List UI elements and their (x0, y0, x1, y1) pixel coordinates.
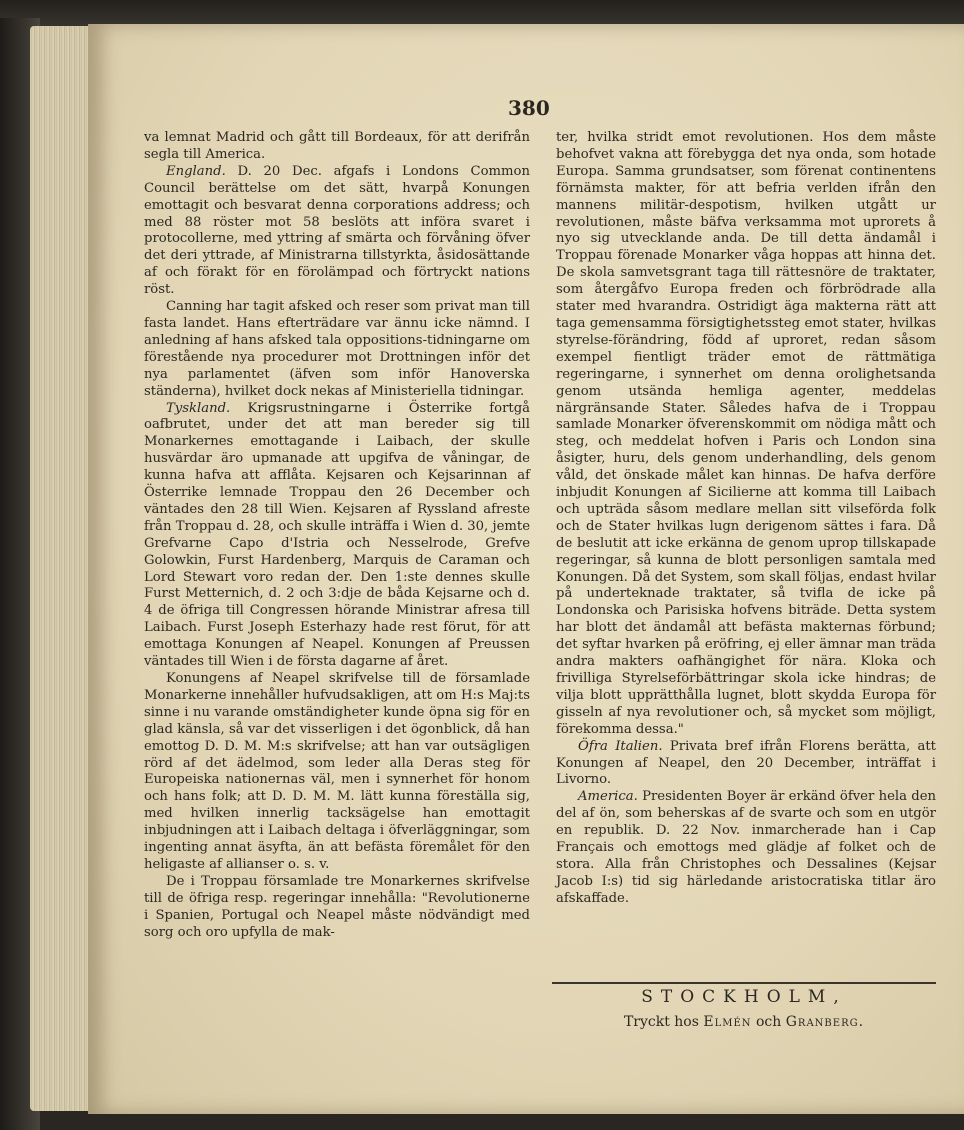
right-column-paragraph (556, 789, 936, 907)
section-heading: Tyskland. (166, 400, 231, 416)
paragraph-text: Canning har tagit afsked och reser som privat man till fasta landet. Hans efterträdare var ännu icke nämnd. I anledning af hans afsked tala oppositions-tidningarne om förestående nya procedurer mot Drottningen inför det nya parlamentet (äfven som inför Hanoverska ständerna), hvilket dock nekas af Ministeriella tidningar. (144, 299, 530, 399)
left-column-paragraph (144, 401, 530, 672)
paragraph-text: Krigsrustningarne i Österrike fortgå oafbrutet, under det att man bereder sig till Monarkernes emottagande i Laibach, der skulle husvärdar äro upmanade att upgifva de våningar, de kunna hafva att afflåta. Kejsaren och Kejsarinnan af Österrike lemnade Troppau den 26 December och väntades den 28 till Wien. Kejsaren af Ryssland afreste från Troppau d. 28, och skulle inträffa i Wien d. 30, jemte Grefvarne Capo d'Istria och Nesselrode, Grefve Golowkin, Furst Hardenberg, Marquis de Caraman och Lord Stewart voro redan der. Den 1:ste dennes skulle Furst Metternich, d. 2 och 3:dje de båda Kejsarne och d. 4 de öfriga till Congressen hörande Ministrar afresa till Laibach. Furst Joseph Esterhazy hade rest förut, för att emottaga Konungen af Neapel. Konungen af Preussen väntades till Wien i de första dagarne af året. (144, 400, 530, 670)
imprint-line (552, 1014, 936, 1030)
left-column (144, 130, 530, 942)
imprint-prefix: Tryckt hos (623, 1014, 699, 1030)
imprint-city: STOCKHOLM, (641, 987, 847, 1007)
imprint-printer-2: Granberg. (785, 1014, 865, 1030)
paragraph-text: D. 20 Dec. afgafs i Londons Common Council berättelse om det sätt, hvarpå Konungen emottagit och besvarat denna corporations address; och med 88 röster mot 58 beslöts att införa svaret i protocollerne, med yttring af smärta och förvåning öfver det deri yttrade, af Ministrarna tillstyrkta, åsidosättande af och förakt för en förolämpad och förtryckt nations röst. (144, 163, 530, 298)
left-column-paragraph (144, 130, 530, 164)
section-heading: England. (166, 163, 226, 179)
left-column-paragraph (144, 671, 530, 874)
paragraph-text: ter, hvilka stridt emot revolutionen. Hos dem måste behofvet vakna att förebygga det nya onda, som hotade Europa. Samma grundsatser, som förenat continentens förnämsta makter, för att befria verlden ifrån den mannens militär-despotism, hvilken utgått ur revolutionen, måste bäfva verksamma mot uprorets å nyo sig utvecklande anda. De till detta ändamål i Troppau förenade Monarker våga hoppas att hinna det. De skola samvetsgrant taga till rättesnöre de traktater, som återgåfvo Europa freden och förbrödrade alla stater med hvarandra. Ostridigt äga makterna rätt att taga gemensamma försigtighetssteg emot stater, hvilkas styrelse-förändring, född af uproret, redan såsom exempel fientligt träder emot de rättmätiga regeringarne, i synnerhet om denna orolighetsanda genom utsända hemliga agenter, meddelas närgränsande Stater. Således hafva de i Troppau samlade Monarker öfverenskommit om nödiga mått och steg, och meddelat hofven i Paris och London sina åsigter, huru, dels genom underhandling, dels genom våld, det önskade målet kan hinnas. De hafva derföre inbjudit Konungen af Sicilierne att komma till Laibach och upträda såsom medlare mellan sitt vilseförda folk och de Stater hvilkas lugn derigenom sättes i fara. Då de beslutit att icke erkänna de genom uprор tillskapade regeringar, så kunna de blott personligen samtala med Konungen. Då det System, som skall följas, endast hvilar på underteknade traktater, så tvifla de icke på Londonska och Parisiska hofvens biträde. Detta system har blott det ändamål att befästa makternas förbund; det syftar hvarken på eröfring, ej eller ämnar man träda andra makters oafhängighet för nära. Kloka och frivilliga Styrelseförbättringar skola icke hindras; de vilja blott upprätthålla lugnet, blott skydda Europa för gisseln af nya revolutioner och, så mycket som möjligt, förekomma dessa." (556, 130, 936, 737)
paragraph-text: Presidenten Boyer är erkänd öfver hela den del af ön, som beherskas af de svarte och som en utgör en republik. D. 22 Nov. inmarcherade han i Cap Français och emottogs med glädje af folket och de stora. Alla från Christophes och Dessalines (Kejsar Jacob I:s) tid sig härledande aristocratiska titlar äro afskaffade. (556, 789, 936, 906)
imprint-conjunction: och (755, 1014, 782, 1030)
section-heading: Öfra Italien. (578, 738, 663, 754)
paragraph-text: Konungens af Neapel skrifvelse till de församlade Monarkerne innehåller hufvudsakligen, att om H:s Maj:ts sinne i nu varande omständigheter kunde öpna sig för en glad känsla, så var det visserligen i det ögonblick, då han emottog D. D. M. M:s skrifvelse; att han var outsägligen rörd af det ädelmod, som leder alla Deras steg för Europeiska nationernas väl, men i synnerhet för honom och hans folk; att D. D. M. M. lätt kunna föreställa sig, med hvilken innerlig tacksägelse han emottagit inbjudningen att i Laibach deltaga i öfverläggningar, som ingenting annat äsyfta, än att befästa föremålet för den heligaste af allianser o. s. v. (144, 671, 530, 872)
paragraph-text: Privata bref ifrån Florens berätta, att Konungen af Neapel, den 20 December, inträffat i Livorno. (556, 738, 936, 788)
left-column-paragraph (144, 164, 530, 299)
paragraph-text: va lemnat Madrid och gått till Bordeaux, för att derifrån segla till America. (144, 130, 530, 162)
right-column (556, 130, 936, 908)
right-column-paragraph (556, 130, 936, 739)
section-heading: America. (578, 789, 638, 805)
page-number: 380 (508, 96, 550, 120)
paragraph-text: De i Troppau församlade tre Monarkernes skrifvelse till de öfriga resp. regeringar innehålla: "Revolutionerne i Spanien, Portugal och Neapel måste nödvändigt med sorg och oro upfylla de mak- (144, 873, 530, 940)
imprint-printer-1: Elmén (703, 1014, 752, 1030)
left-column-paragraph (144, 299, 530, 400)
left-column-paragraph (144, 874, 530, 942)
imprint-rule (552, 982, 936, 984)
right-column-paragraph (556, 739, 936, 790)
